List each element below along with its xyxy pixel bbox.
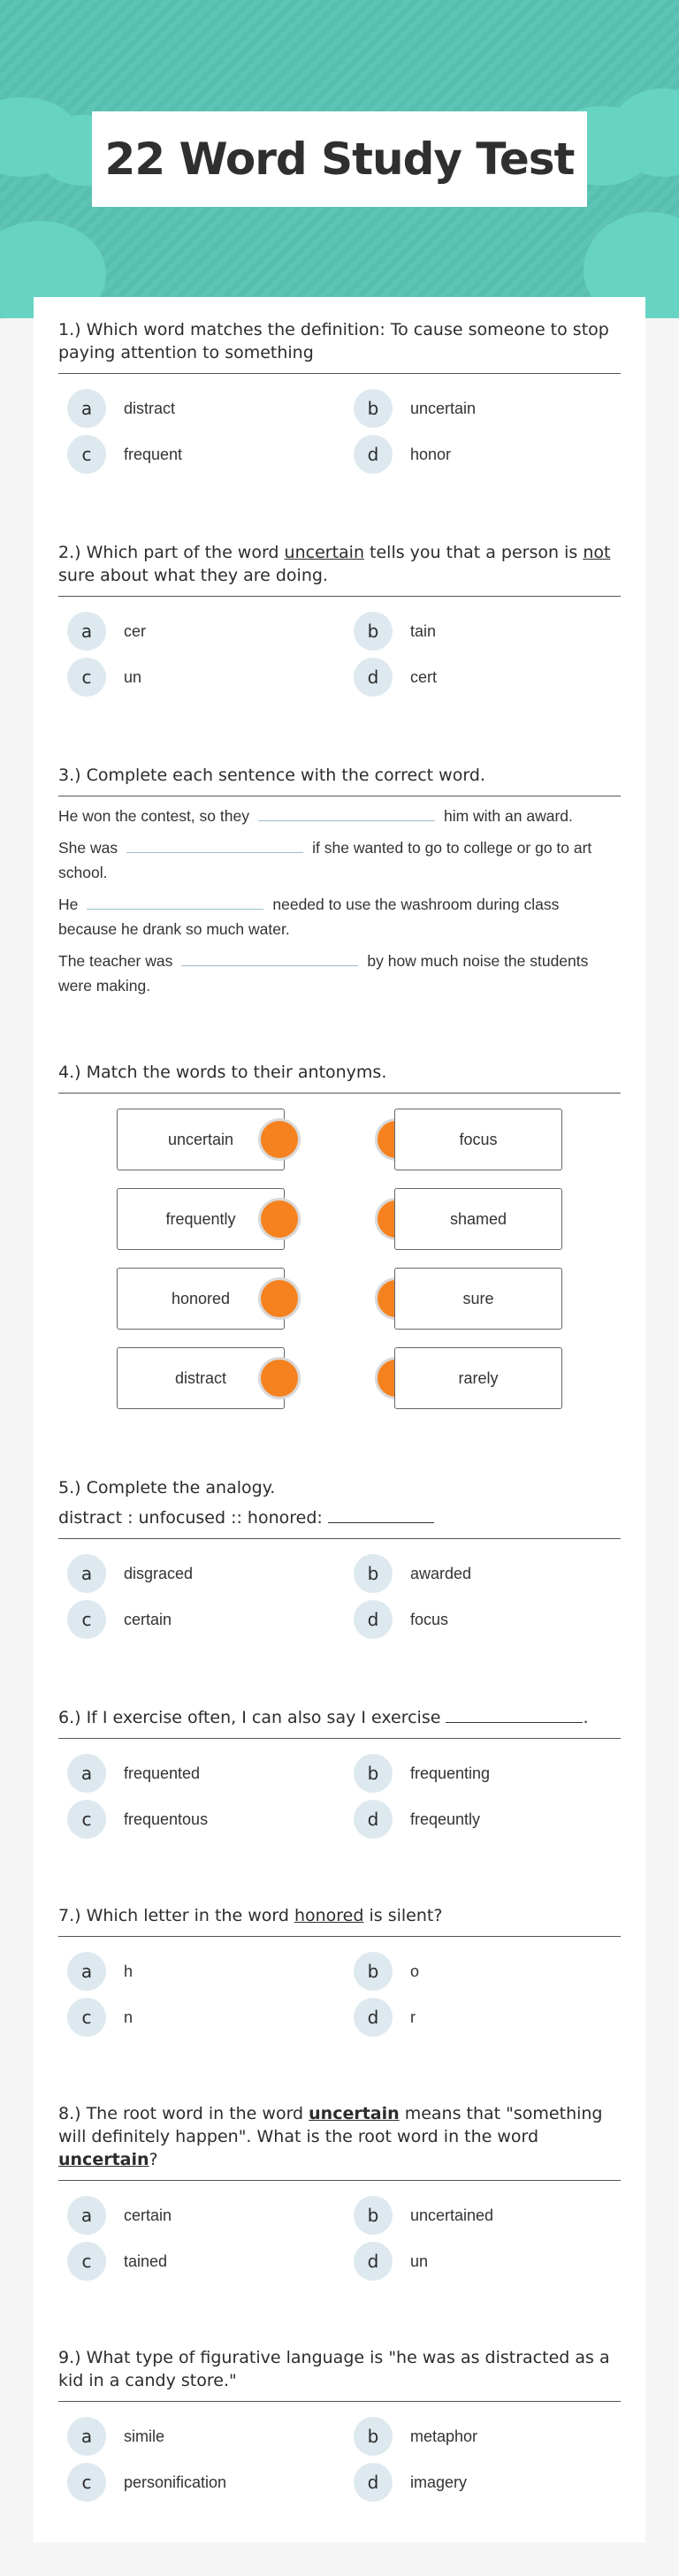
- option-a[interactable]: [58, 1753, 334, 1794]
- answer-blank[interactable]: [446, 1707, 583, 1723]
- match-left-item[interactable]: honored: [117, 1268, 285, 1330]
- question-3: [58, 764, 621, 998]
- match-connector-dot[interactable]: [258, 1118, 301, 1161]
- sentence-1: [58, 804, 621, 828]
- option-text: certain: [124, 1610, 172, 1628]
- option-letter: a: [67, 2196, 106, 2235]
- option-letter: a: [67, 612, 106, 651]
- option-c[interactable]: [58, 434, 334, 475]
- sentence-text: He: [58, 896, 79, 913]
- option-letter: c: [67, 435, 106, 474]
- option-d[interactable]: [345, 1799, 621, 1840]
- option-letter: a: [67, 1554, 106, 1593]
- option-c[interactable]: [58, 1599, 334, 1640]
- match-right-item[interactable]: rarely: [394, 1347, 562, 1409]
- option-d[interactable]: [345, 2462, 621, 2503]
- question-title: [58, 1904, 621, 1937]
- underlined-word: uncertain: [309, 2104, 400, 2123]
- underlined-word: uncertain: [284, 543, 364, 562]
- option-text: un: [124, 667, 142, 686]
- title-part: is silent?: [363, 1906, 443, 1925]
- question-title: 1.) Which word matches the definition: To cause someone to stop paying attention to something: [58, 318, 621, 374]
- sentence-text: The teacher was: [58, 952, 173, 970]
- blank-input[interactable]: [258, 804, 435, 821]
- sentence-text: He won the contest, so they: [58, 807, 249, 825]
- option-text: imagery: [410, 2473, 468, 2491]
- match-right-item[interactable]: sure: [394, 1268, 562, 1330]
- option-text: focus: [410, 1610, 449, 1628]
- option-b[interactable]: [345, 611, 621, 652]
- option-c[interactable]: [58, 2241, 334, 2282]
- option-text: un: [410, 2252, 429, 2270]
- option-letter: c: [67, 658, 106, 697]
- option-text: certain: [124, 2206, 172, 2224]
- title-part: tells you that a person is: [364, 543, 584, 562]
- option-letter: d: [354, 658, 393, 697]
- option-d[interactable]: [345, 1997, 621, 2038]
- option-text: tained: [124, 2252, 168, 2270]
- option-letter: c: [67, 2463, 106, 2502]
- option-text: disgraced: [124, 1564, 194, 1582]
- option-text: frequenting: [410, 1764, 491, 1782]
- option-d[interactable]: [345, 434, 621, 475]
- match-connector-dot[interactable]: [258, 1198, 301, 1240]
- title-part: means that "something will definitely happen". What is the root word in the word: [58, 2104, 603, 2146]
- option-letter: c: [67, 1998, 106, 2037]
- title-part: 7.) Which letter in the word: [58, 1906, 294, 1925]
- option-letter: c: [67, 1600, 106, 1639]
- title-part: ?: [149, 2150, 158, 2169]
- option-d[interactable]: [345, 1599, 621, 1640]
- question-6: [58, 1706, 621, 1840]
- sentence-text: needed to use the washroom during class because he drank so much water.: [58, 896, 560, 938]
- option-text: frequent: [124, 445, 183, 463]
- match-right-item[interactable]: focus: [394, 1109, 562, 1170]
- option-d[interactable]: [345, 2241, 621, 2282]
- analogy-text: distract : unfocused :: honored:: [58, 1508, 323, 1528]
- option-letter: d: [354, 1600, 393, 1639]
- sentence-text: if she wanted to go to college or go to art school.: [58, 839, 592, 881]
- question-2: [58, 541, 621, 697]
- option-letter: b: [354, 1952, 393, 1991]
- option-a[interactable]: [58, 1951, 334, 1992]
- underlined-word: honored: [294, 1906, 364, 1925]
- option-text: frequentous: [124, 1810, 209, 1828]
- option-text: distract: [124, 399, 176, 417]
- option-text: uncertained: [410, 2206, 494, 2224]
- option-b[interactable]: [345, 2195, 621, 2236]
- option-letter: c: [67, 2242, 106, 2281]
- option-letter: a: [67, 2417, 106, 2456]
- option-a[interactable]: [58, 388, 334, 429]
- option-text: simile: [124, 2427, 165, 2445]
- option-text: frequented: [124, 1764, 201, 1782]
- match-connector-dot[interactable]: [258, 1357, 301, 1399]
- title-part: 2.) Which part of the word: [58, 543, 285, 562]
- question-8: [58, 2102, 621, 2282]
- option-letter: a: [67, 1952, 106, 1991]
- option-text: r: [410, 2008, 416, 2026]
- option-c[interactable]: [58, 1799, 334, 1840]
- option-a[interactable]: [58, 1553, 334, 1594]
- option-letter: b: [354, 2417, 393, 2456]
- sentence-3: [58, 892, 621, 941]
- match-left-item[interactable]: uncertain: [117, 1109, 285, 1170]
- sentence-4: [58, 949, 621, 998]
- title-part: sure about what they are doing.: [58, 566, 328, 585]
- option-letter: b: [354, 389, 393, 428]
- page-title: 22 Word Study Test: [104, 133, 575, 185]
- option-letter: d: [354, 1998, 393, 2037]
- underlined-word: not: [583, 543, 611, 562]
- question-title: 5.) Complete the analogy.: [58, 1478, 276, 1498]
- option-text: uncertain: [410, 399, 477, 417]
- option-d[interactable]: [345, 657, 621, 697]
- option-text: personification: [124, 2473, 227, 2491]
- question-title: [58, 2102, 621, 2181]
- question-title: [58, 1706, 621, 1739]
- header-banner: [0, 0, 679, 318]
- option-letter: b: [354, 2196, 393, 2235]
- option-text: cer: [124, 621, 147, 640]
- option-b[interactable]: [345, 1553, 621, 1594]
- option-b[interactable]: [345, 1753, 621, 1794]
- underlined-word: uncertain: [58, 2150, 149, 2169]
- sentence-text: him with an award.: [443, 807, 573, 825]
- blank-input[interactable]: [126, 835, 303, 853]
- option-text: o: [410, 1962, 420, 1980]
- match-left-item[interactable]: distract: [117, 1347, 285, 1409]
- option-letter: a: [67, 389, 106, 428]
- match-left-item[interactable]: frequently: [117, 1188, 285, 1250]
- question-title: [58, 541, 621, 597]
- option-b[interactable]: [345, 2416, 621, 2457]
- option-text: tain: [410, 621, 437, 640]
- option-letter: a: [67, 1754, 106, 1793]
- question-9: [58, 2346, 621, 2503]
- option-b[interactable]: [345, 1951, 621, 1992]
- question-title: 3.) Complete each sentence with the correct word.: [58, 764, 621, 796]
- question-title: 9.) What type of figurative language is "he was as distracted as a kid in a candy store.": [58, 2346, 621, 2402]
- match-right-item[interactable]: shamed: [394, 1188, 562, 1250]
- option-text: h: [124, 1962, 134, 1980]
- question-5: [58, 1476, 621, 1640]
- option-letter: b: [354, 1554, 393, 1593]
- option-a[interactable]: [58, 2416, 334, 2457]
- option-letter: b: [354, 612, 393, 651]
- option-text: n: [124, 2008, 134, 2026]
- option-c[interactable]: [58, 1997, 334, 2038]
- option-a[interactable]: [58, 2195, 334, 2236]
- option-letter: d: [354, 2242, 393, 2281]
- option-c[interactable]: [58, 2462, 334, 2503]
- option-letter: d: [354, 1800, 393, 1839]
- question-4: [58, 1061, 621, 1432]
- sentence-text: by how much noise the students were making.: [58, 952, 589, 995]
- blank-input[interactable]: [87, 892, 263, 910]
- sentence-text: She was: [58, 839, 118, 857]
- option-letter: d: [354, 435, 393, 474]
- worksheet: [34, 297, 645, 2542]
- option-text: cert: [410, 667, 438, 686]
- question-7: [58, 1904, 621, 2038]
- question-title: 4.) Match the words to their antonyms.: [58, 1061, 621, 1094]
- option-text: honor: [410, 445, 452, 463]
- option-b[interactable]: [345, 388, 621, 429]
- option-text: metaphor: [410, 2427, 478, 2445]
- question-1: [58, 318, 621, 475]
- option-text: awarded: [410, 1564, 472, 1582]
- option-letter: b: [354, 1754, 393, 1793]
- title-part: .: [583, 1708, 589, 1727]
- title-card: [92, 111, 587, 207]
- option-c[interactable]: [58, 657, 334, 697]
- match-connector-dot[interactable]: [258, 1277, 301, 1320]
- analogy-blank[interactable]: [328, 1507, 434, 1523]
- title-part: 8.) The root word in the word: [58, 2104, 309, 2123]
- option-letter: c: [67, 1800, 106, 1839]
- option-letter: d: [354, 2463, 393, 2502]
- option-a[interactable]: [58, 611, 334, 652]
- blank-input[interactable]: [181, 949, 358, 966]
- analogy-line: [58, 1506, 621, 1539]
- sentence-2: [58, 835, 621, 885]
- title-part: 6.) If I exercise often, I can also say I exercise: [58, 1708, 441, 1727]
- option-text: freqeuntly: [410, 1810, 481, 1828]
